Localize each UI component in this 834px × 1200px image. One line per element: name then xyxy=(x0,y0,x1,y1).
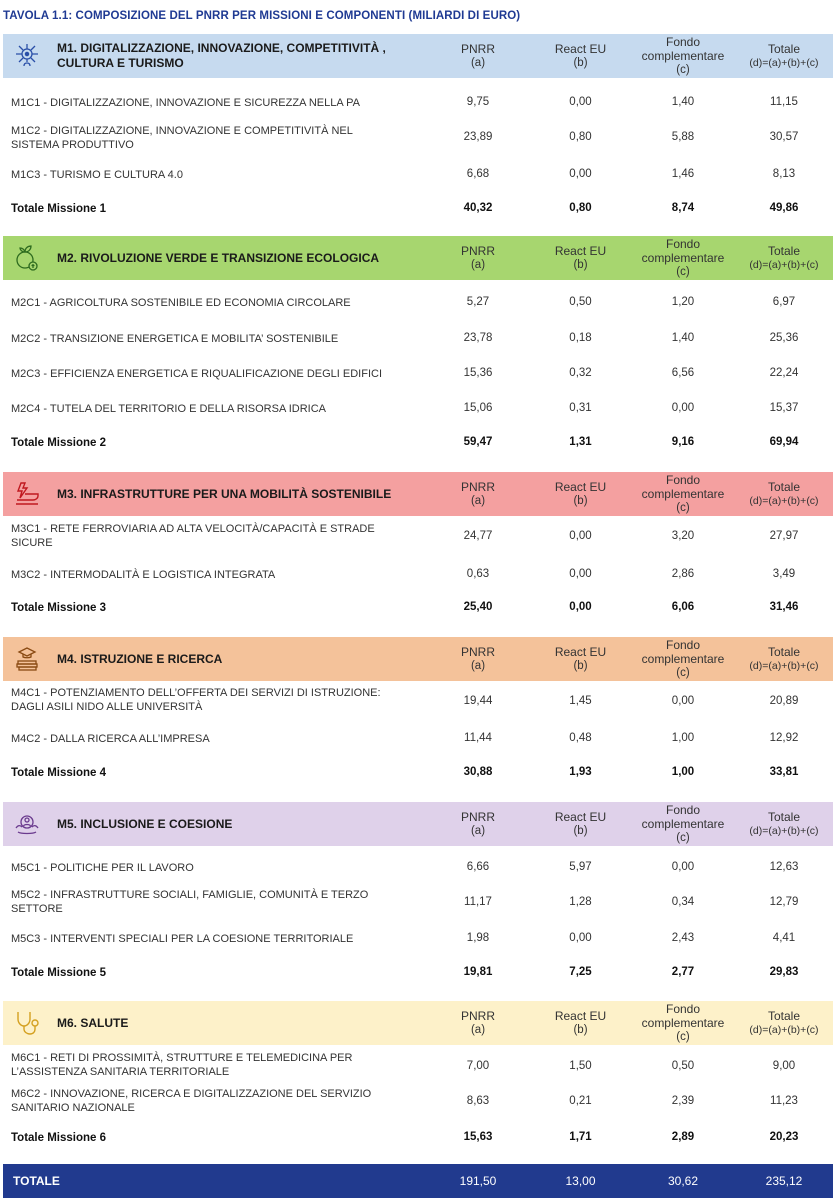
grand-total-react: 13,00 xyxy=(565,1174,596,1188)
inclusion-hands-icon xyxy=(13,810,41,838)
header-pnrr: PNRR (a) xyxy=(460,810,495,837)
header-fondo: Fondo complementare (c) xyxy=(641,803,725,844)
header-totale: Totale (d)=(a)+(b)+(c) xyxy=(749,480,819,507)
mission-6-section: M6. SALUTE PNRR (a) React EU (b) Fondo complementare (c) Totale (d)=(a)+(b)+(c) M6C1 - RETI DI PROSSIMITÀ, STRUTTURE E TELEMEDICINA PER L’ASSISTENZA SANITARIA TERRITORIALE 7,00 1,50 0,50 9,00 M6C2 - INNOVAZIONE, RICERCA E DIGITALIZZAZIONE DEL SERVIZIO SANITARIO NAZIONALE 8,63 0,21 2,39 11,23 Totale Missione 6 15,63 1,71 2,89 20,23 xyxy=(3,1001,833,1045)
mission-6-header xyxy=(3,1001,833,1045)
header-totale: Totale (d)=(a)+(b)+(c) xyxy=(749,244,819,271)
grand-total-label: TOTALE xyxy=(13,1174,60,1188)
mission-3-section: M3. INFRASTRUTTURE PER UNA MOBILITÀ SOSTENIBILE PNRR (a) React EU (b) Fondo complementare (c) Totale (d)=(a)+(b)+(c) M3C1 - RETE FERROVIARIA AD ALTA VELOCITÀ/CAPACITÀ E STRADE SICURE 24,77 0,00 3,20 27,97 M3C2 - INTERMODALITÀ E LOGISTICA INTEGRATA 0,63 0,00 2,86 3,49 Totale Missione 3 25,40 0,00 6,06 31,46 xyxy=(3,472,833,516)
grand-total-row xyxy=(3,1164,833,1198)
header-fondo: Fondo complementare (c) xyxy=(641,237,725,278)
mission-2-title: M2. RIVOLUZIONE VERDE E TRANSIZIONE ECOLOGICA xyxy=(57,251,380,265)
mission-2-section: M2. RIVOLUZIONE VERDE E TRANSIZIONE ECOLOGICA PNRR (a) React EU (b) Fondo complementare (c) Totale (d)=(a)+(b)+(c) M2C1 - AGRICOLTURA SOSTENIBILE ED ECONOMIA CIRCOLARE 5,27 0,50 1,20 6,97 M2C2 - TRANSIZIONE ENERGETICA E MOBILITA’ SOSTENIBILE 23,78 0,18 1,40 25,36 M2C3 - EFFICIENZA ENERGETICA E RIQUALIFICAZIONE DEGLI EDIFICI 15,36 0,32 6,56 22,24 M2C4 - TUTELA DEL TERRITORIO E DELLA RISORSA IDRICA 15,06 0,31 0,00 15,37 Totale Missione 2 59,47 1,31 9,16 69,94 xyxy=(3,236,833,280)
header-react-eu: React EU (b) xyxy=(554,810,607,837)
mission-1-title-line-1: M1. DIGITALIZZAZIONE, INNOVAZIONE, COMPETITIVITÀ , xyxy=(57,41,386,55)
header-fondo: Fondo complementare (c) xyxy=(641,638,725,679)
header-react-eu: React EU (b) xyxy=(554,42,607,69)
digital-hand-icon xyxy=(13,42,41,70)
mission-4-section: M4. ISTRUZIONE E RICERCA PNRR (a) React EU (b) Fondo complementare (c) Totale (d)=(a)+(b)+(c) M4C1 - POTENZIAMENTO DELL’OFFERTA DEI SERVIZI DI ISTRUZIONE: DAGLI ASILI NIDO ALLE UNIVERSITÀ 19,44 1,45 0,00 20,89 M4C2 - DALLA RICERCA ALL’IMPRESA 11,44 0,48 1,00 12,92 Totale Missione 4 30,88 1,93 1,00 33,81 xyxy=(3,637,833,681)
electric-train-icon xyxy=(13,480,41,508)
graduation-books-icon xyxy=(13,645,41,673)
mission-1-section: M1. DIGITALIZZAZIONE, INNOVAZIONE, COMPETITIVITÀ , CULTURA E TURISMO PNRR (a) React EU (b) Fondo complementare (c) Totale (d)=(a)+(b)+(c) M1C1 - DIGITALIZZAZIONE, INNOVAZIONE E SICUREZZA NELLA PA 9,75 0,00 1,40 11,15 M1C2 - DIGITALIZZAZIONE, INNOVAZIONE E COMPETITIVITÀ NEL SISTEMA PRODUTTIVO 23,89 0,80 5,88 30,57 M1C3 - TURISMO E CULTURA 4.0 6,68 0,00 1,46 8,13 Totale Missione 1 40,32 0,80 8,74 49,86 xyxy=(3,34,833,78)
header-fondo: Fondo complementare (c) xyxy=(641,473,725,514)
header-totale: Totale (d)=(a)+(b)+(c) xyxy=(749,810,819,837)
mission-1-title-line-2: CULTURA E TURISMO xyxy=(57,56,184,70)
header-totale: Totale (d)=(a)+(b)+(c) xyxy=(749,645,819,672)
header-react-eu: React EU (b) xyxy=(554,480,607,507)
mission-5-title: M5. INCLUSIONE E COESIONE xyxy=(57,817,233,831)
header-pnrr: PNRR (a) xyxy=(460,1009,495,1036)
mission-1-header xyxy=(3,34,833,78)
header-pnrr: PNRR (a) xyxy=(460,42,495,69)
header-pnrr: PNRR (a) xyxy=(460,244,495,271)
mission-4-title: M4. ISTRUZIONE E RICERCA xyxy=(57,652,223,666)
header-react-eu: React EU (b) xyxy=(554,1009,607,1036)
stethoscope-icon xyxy=(13,1009,41,1037)
mission-3-header xyxy=(3,472,833,516)
mission-6-title: M6. SALUTE xyxy=(57,1016,129,1030)
header-react-eu: React EU (b) xyxy=(554,645,607,672)
header-pnrr: PNRR (a) xyxy=(460,645,495,672)
grand-total-totale: 235,12 xyxy=(765,1174,803,1188)
grand-total-fondo: 30,62 xyxy=(667,1174,699,1188)
header-totale: Totale (d)=(a)+(b)+(c) xyxy=(749,42,819,69)
mission-5-header xyxy=(3,802,833,846)
mission-5-section: M5. INCLUSIONE E COESIONE PNRR (a) React EU (b) Fondo complementare (c) Totale (d)=(a)+(b)+(c) M5C1 - POLITICHE PER IL LAVORO 6,66 5,97 0,00 12,63 M5C2 - INFRASTRUTTURE SOCIALI, FAMIGLIE, COMUNITÀ E TERZO SETTORE 11,17 1,28 0,34 12,79 M5C3 - INTERVENTI SPECIALI PER LA COESIONE TERRITORIALE 1,98 0,00 2,43 4,41 Totale Missione 5 19,81 7,25 2,77 29,83 xyxy=(3,802,833,846)
document-title: TAVOLA 1.1: COMPOSIZIONE DEL PNRR PER MISSIONI E COMPONENTI (MILIARDI DI EURO) xyxy=(3,10,521,22)
mission-4-header xyxy=(3,637,833,681)
header-fondo: Fondo complementare (c) xyxy=(641,1002,725,1043)
eco-globe-icon xyxy=(13,244,41,272)
mission-3-title: M3. INFRASTRUTTURE PER UNA MOBILITÀ SOSTENIBILE xyxy=(57,487,392,501)
mission-2-header xyxy=(3,236,833,280)
grand-total-pnrr: 191,50 xyxy=(459,1174,497,1188)
header-totale: Totale (d)=(a)+(b)+(c) xyxy=(749,1009,819,1036)
header-fondo: Fondo complementare (c) xyxy=(641,35,725,76)
header-react-eu: React EU (b) xyxy=(554,244,607,271)
mission-1-title xyxy=(57,41,447,71)
header-pnrr: PNRR (a) xyxy=(460,480,495,507)
